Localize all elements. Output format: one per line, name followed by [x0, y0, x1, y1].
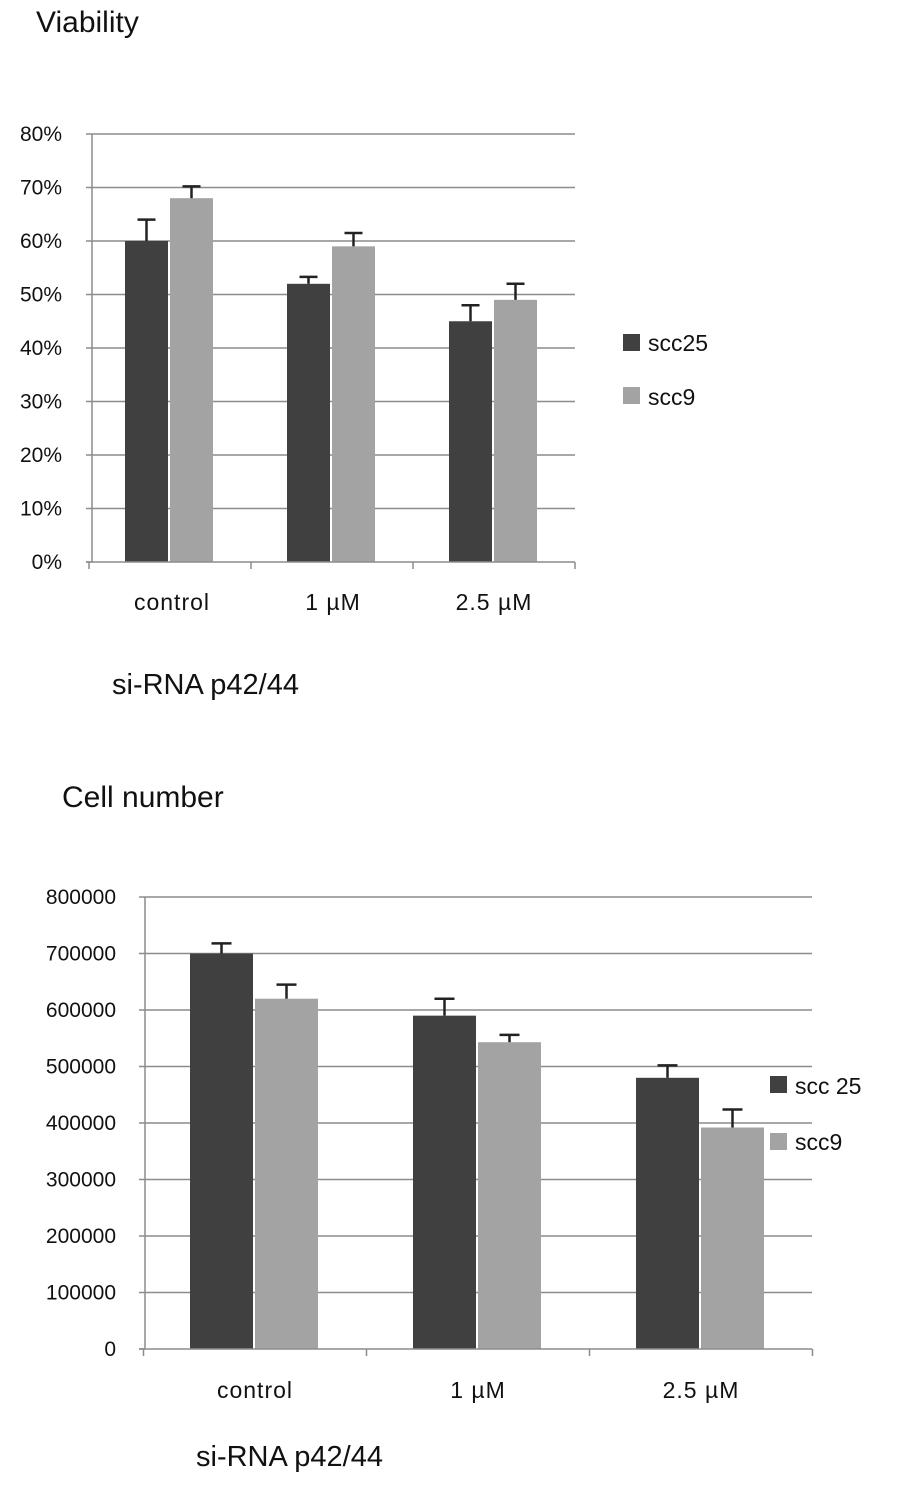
viability-y-tick-label: 40%	[19, 337, 62, 360]
viability-bar-scc9-2	[494, 300, 537, 562]
cell-number-legend-label: scc 25	[795, 1073, 862, 1099]
cell-number-legend-swatch-scc9	[770, 1133, 787, 1150]
viability-y-ticks	[20, 123, 92, 574]
viability-y-tick-label: 0%	[31, 551, 62, 574]
cell-number-legend-label: scc9	[795, 1129, 843, 1155]
viability-category-label: 1 µM	[305, 589, 361, 615]
cell-number-title: Cell number	[62, 781, 224, 814]
viability-category-label: 2.5 µM	[455, 589, 533, 615]
viability-bar-scc25-2	[449, 321, 492, 562]
viability-bar-scc25-0	[125, 241, 168, 562]
viability-bar-scc9-1	[332, 246, 375, 562]
viability-bars	[125, 186, 537, 562]
cell-number-y-tick-label: 600000	[45, 999, 116, 1022]
cell-number-bar-scc9-2	[701, 1128, 764, 1349]
viability-legend-label: scc25	[648, 330, 709, 356]
viability-y-tick-label: 20%	[19, 444, 62, 467]
viability-bar-scc25-1	[287, 284, 330, 562]
cell-number-category-label: control	[216, 1377, 294, 1403]
viability-title: Viability	[36, 6, 139, 39]
viability-category-label: control	[133, 589, 211, 615]
cell-number-y-tick-label: 0	[104, 1338, 116, 1361]
viability-x-label: si-RNA p42/44	[112, 669, 299, 701]
cell-number-y-tick-label: 400000	[45, 1112, 116, 1135]
viability-bar-scc9-0	[170, 198, 213, 562]
cell-number-y-ticks	[46, 886, 145, 1361]
cell-number-category-label: 1 µM	[450, 1377, 506, 1403]
cell-number-x-ticks	[144, 1349, 813, 1356]
viability-y-tick-label: 30%	[19, 390, 62, 414]
viability-legend-swatch-scc9	[623, 387, 640, 404]
cell-number-bars	[190, 943, 764, 1349]
viability-y-tick-label: 60%	[19, 230, 62, 253]
cell-number-bar-scc9-1	[478, 1042, 541, 1349]
viability-y-tick-label: 80%	[19, 123, 62, 146]
viability-y-tick-label: 70%	[19, 176, 62, 200]
cell-number-y-tick-label: 500000	[45, 1055, 116, 1079]
cell-number-y-tick-label: 800000	[45, 886, 116, 909]
cell-number-y-tick-label: 200000	[45, 1225, 116, 1248]
viability-legend-label: scc9	[648, 384, 696, 410]
cell-number-bar-scc9-0	[255, 999, 318, 1349]
viability-y-tick-label: 50%	[19, 283, 62, 307]
cell-number-y-tick-label: 300000	[45, 1168, 116, 1192]
cell-number-y-tick-label: 700000	[45, 942, 116, 966]
cell-number-y-tick-label: 100000	[45, 1281, 116, 1305]
cell-number-legend-swatch-scc25	[770, 1076, 787, 1093]
cell-number-category-label: 2.5 µM	[662, 1377, 740, 1403]
viability-y-tick-label: 10%	[19, 497, 62, 521]
cell-number-x-label: si-RNA p42/44	[196, 1441, 383, 1473]
viability-legend-swatch-scc25	[623, 334, 640, 351]
viability-x-ticks	[89, 562, 575, 569]
cell-number-bar-scc25-0	[190, 954, 253, 1350]
cell-number-bar-scc25-2	[636, 1078, 699, 1349]
cell-number-bar-scc25-1	[413, 1016, 476, 1349]
cell-number-chart	[46, 781, 862, 1473]
viability-chart	[20, 6, 708, 701]
